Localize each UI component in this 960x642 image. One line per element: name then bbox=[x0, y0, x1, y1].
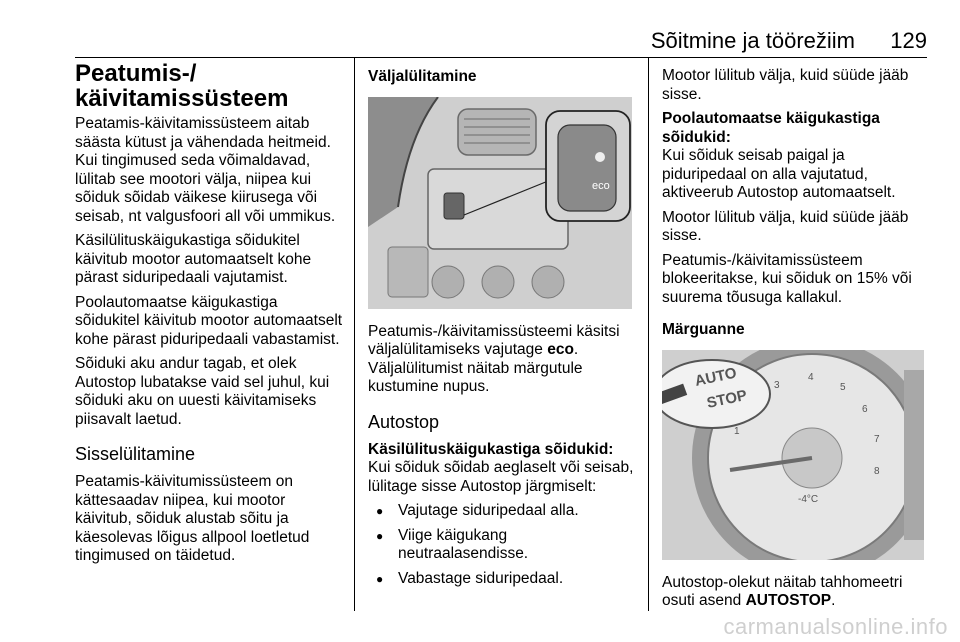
paragraph-deactivation bbox=[368, 323, 634, 397]
eco-indicator-led bbox=[595, 152, 605, 162]
gauge-number-1: 1 bbox=[734, 425, 740, 437]
gauge-temperature: -4°C bbox=[798, 493, 819, 505]
heading-manual-transmission: Käsilülituskäigukastiga sõidukid: bbox=[368, 440, 614, 458]
subheading-activation: Sisselülitamine bbox=[75, 444, 196, 464]
heading-deactivation: Väljalülitamine bbox=[368, 68, 477, 85]
side-panel bbox=[388, 247, 428, 297]
control-knobs bbox=[432, 266, 564, 298]
small-eco-button bbox=[444, 193, 464, 219]
paragraph-battery-sensor: Sõiduki aku andur tagab, et olek Autostop lubatakse vaid sel juhul, kui sõiduki aku on uuesti käivitamiseks piisavalt laetud. bbox=[75, 355, 330, 428]
column-divider-right bbox=[648, 58, 649, 611]
figure-tachometer bbox=[662, 350, 927, 560]
deactivation-text-start: Peatumis-/käivitamissüsteemi käsitsi väljalülitamiseks vajutage bbox=[368, 322, 620, 358]
section-title: Sõitmine ja töörežiim bbox=[650, 28, 855, 53]
figure-eco-button bbox=[368, 97, 634, 309]
watermark: carmanualsonline.info bbox=[723, 614, 948, 639]
heading-semi-automatic: Poolautomaatse käigukastiga sõidukid: bbox=[662, 110, 880, 146]
column-divider-left bbox=[354, 58, 355, 611]
heading-stop-start-system bbox=[75, 61, 343, 111]
gauge-number-6: 6 bbox=[862, 403, 868, 415]
list-item: ● Viige käigukang neutraalasendisse. bbox=[368, 527, 634, 564]
column-2 bbox=[368, 58, 634, 594]
column-3 bbox=[662, 58, 927, 617]
heading-indicator: Märguanne bbox=[662, 321, 745, 338]
caption-text-end: . bbox=[831, 592, 836, 609]
eco-button-housing bbox=[558, 125, 616, 211]
gauge-number-3: 3 bbox=[774, 379, 780, 391]
paragraph-engine-off-2: Mootor lülitub välja, kuid süüde jääb sisse. bbox=[662, 208, 909, 244]
list-item: ● Vabastage siduripedaal. bbox=[368, 570, 634, 589]
paragraph-blocked: Peatumis-/käivitamissüsteem blokeeritakse, kui sõiduk on 15% või suurema tõusuga kallakul. bbox=[662, 251, 912, 306]
deactivation-text-end: . Väljalülitumist näitab märgutule kustumine nupus. bbox=[368, 341, 583, 395]
eco-button-label: eco bbox=[592, 179, 610, 192]
heading-line-1: Peatumis-/ bbox=[75, 60, 197, 87]
air-vent bbox=[458, 109, 536, 155]
gauge-number-4: 4 bbox=[808, 371, 814, 383]
subheading-autostop: Autostop bbox=[368, 411, 440, 432]
gauge-number-8: 8 bbox=[874, 465, 880, 477]
heading-line-2: käivitamissüsteem bbox=[75, 85, 289, 112]
right-bezel bbox=[904, 370, 924, 540]
list-item: ● Vajutage siduripedaal alla. bbox=[368, 502, 634, 521]
autostop-line-1: AUTO bbox=[693, 364, 739, 390]
paragraph-manual-transmission: Käsilülituskäigukastiga sõidukitel käivitub mootor automaatselt kohe pärast siduripedaali vajutamist. bbox=[75, 232, 312, 286]
eco-bold: eco bbox=[547, 341, 574, 358]
paragraph-manual-autostop: Kui sõiduk sõidab aeglaselt või seisab, lülitage sisse Autostop järgmiselt: bbox=[368, 459, 634, 495]
page-number: 129 bbox=[890, 28, 927, 53]
paragraph-engine-off: Mootor lülitub välja, kuid süüde jääb sisse. bbox=[662, 67, 909, 103]
paragraph-semi-autostop: Kui sõiduk seisab paigal ja piduripedaal on alla vajutatud, aktiveerub Autostop automaatselt. bbox=[662, 147, 896, 201]
caption-text-start: Autostop-olekut näitab tahhomeetri osuti asend bbox=[662, 573, 903, 609]
dashboard-illustration bbox=[368, 97, 632, 309]
paragraph-indicator-caption bbox=[662, 574, 927, 611]
column-1 bbox=[75, 58, 343, 572]
page-header bbox=[75, 26, 927, 56]
paragraph-intro: Peatamis-käivitamissüsteem aitab säästa kütust ja vähendada heitmeid. Kui tingimused seda võimaldavad, lülitab see mootori välja, niipea kui sõiduk sõidab väikese kiirusega või seisab, nt valgusfoori all või ummikus. bbox=[75, 115, 336, 225]
gauge-number-5: 5 bbox=[840, 381, 846, 393]
autostop-line-2: STOP bbox=[705, 386, 749, 412]
paragraph-activation: Peatamis-käivitumissüsteem on kättesaadav niipea, kui mootor käivitub, sõiduk alustab sõitu ja käesolevas lõigus allpool loetletud tingimused on täidetud. bbox=[75, 473, 310, 564]
tachometer-illustration bbox=[662, 350, 924, 560]
autostop-bold: AUTOSTOP bbox=[745, 592, 832, 609]
autostop-steps bbox=[368, 502, 634, 588]
gauge-number-7: 7 bbox=[874, 433, 880, 445]
paragraph-semi-automatic: Poolautomaatse käigukastiga sõidukitel käivitub mootor automaatselt kohe pärast piduripedaali vabastamist. bbox=[75, 293, 343, 348]
